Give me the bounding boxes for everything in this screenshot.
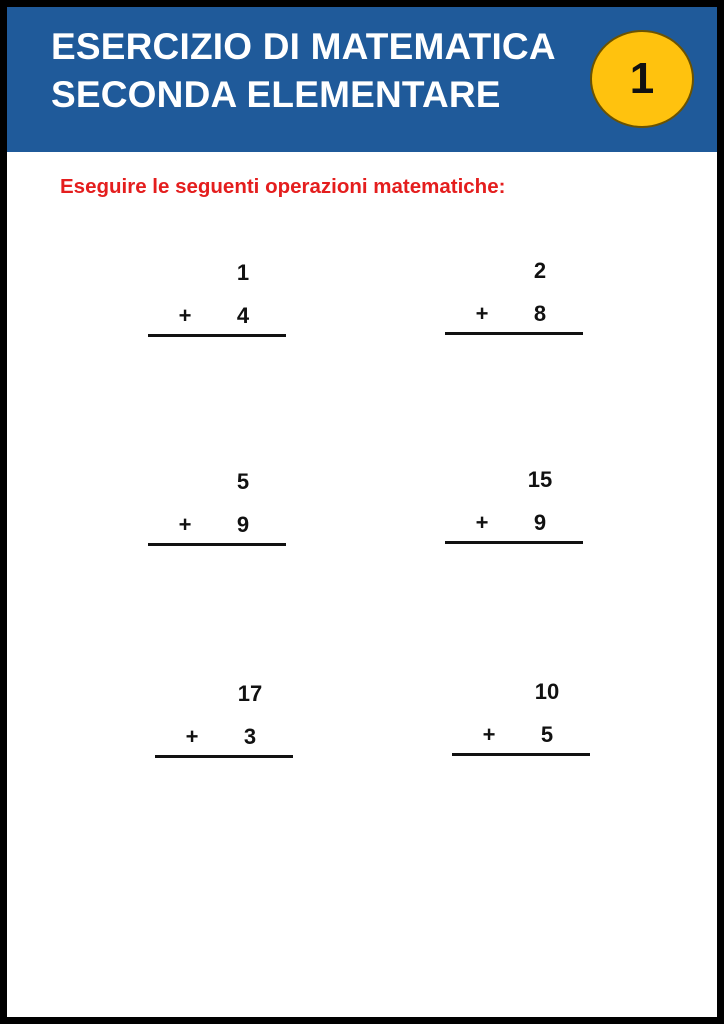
plus-sign: + bbox=[475, 301, 489, 326]
header-banner bbox=[7, 7, 717, 152]
addition-problem-2 bbox=[445, 258, 585, 348]
problem-top-number: 15 bbox=[527, 467, 553, 492]
problem-top-number: 5 bbox=[236, 469, 250, 494]
plus-sign: + bbox=[178, 303, 192, 328]
answer-line bbox=[148, 543, 286, 546]
problem-bottom-number: 5 bbox=[540, 722, 554, 747]
problem-top-number: 2 bbox=[533, 258, 547, 283]
title-line-2: SECONDA ELEMENTARE bbox=[51, 74, 501, 115]
answer-line bbox=[445, 332, 583, 335]
addition-problem-6 bbox=[452, 679, 592, 769]
addition-problem-1 bbox=[148, 260, 288, 350]
answer-line bbox=[148, 334, 286, 337]
addition-problem-5 bbox=[155, 681, 295, 771]
problem-bottom-number: 3 bbox=[243, 724, 257, 749]
problem-bottom-number: 9 bbox=[533, 510, 547, 535]
problem-top-number: 17 bbox=[237, 681, 263, 706]
exercise-number-badge: 1 bbox=[590, 30, 694, 128]
problem-bottom-number: 8 bbox=[533, 301, 547, 326]
problem-top-number: 1 bbox=[236, 260, 250, 285]
answer-line bbox=[155, 755, 293, 758]
plus-sign: + bbox=[178, 512, 192, 537]
problem-top-number: 10 bbox=[534, 679, 560, 704]
instruction-text: Eseguire le seguenti operazioni matematiche: bbox=[60, 175, 506, 198]
answer-line bbox=[452, 753, 590, 756]
problem-bottom-number: 9 bbox=[236, 512, 250, 537]
plus-sign: + bbox=[482, 722, 496, 747]
answer-line bbox=[445, 541, 583, 544]
plus-sign: + bbox=[185, 724, 199, 749]
addition-problem-4 bbox=[445, 467, 585, 557]
problem-bottom-number: 4 bbox=[236, 303, 250, 328]
plus-sign: + bbox=[475, 510, 489, 535]
title-line-1: ESERCIZIO DI MATEMATICA bbox=[51, 26, 556, 67]
addition-problem-3 bbox=[148, 469, 288, 559]
